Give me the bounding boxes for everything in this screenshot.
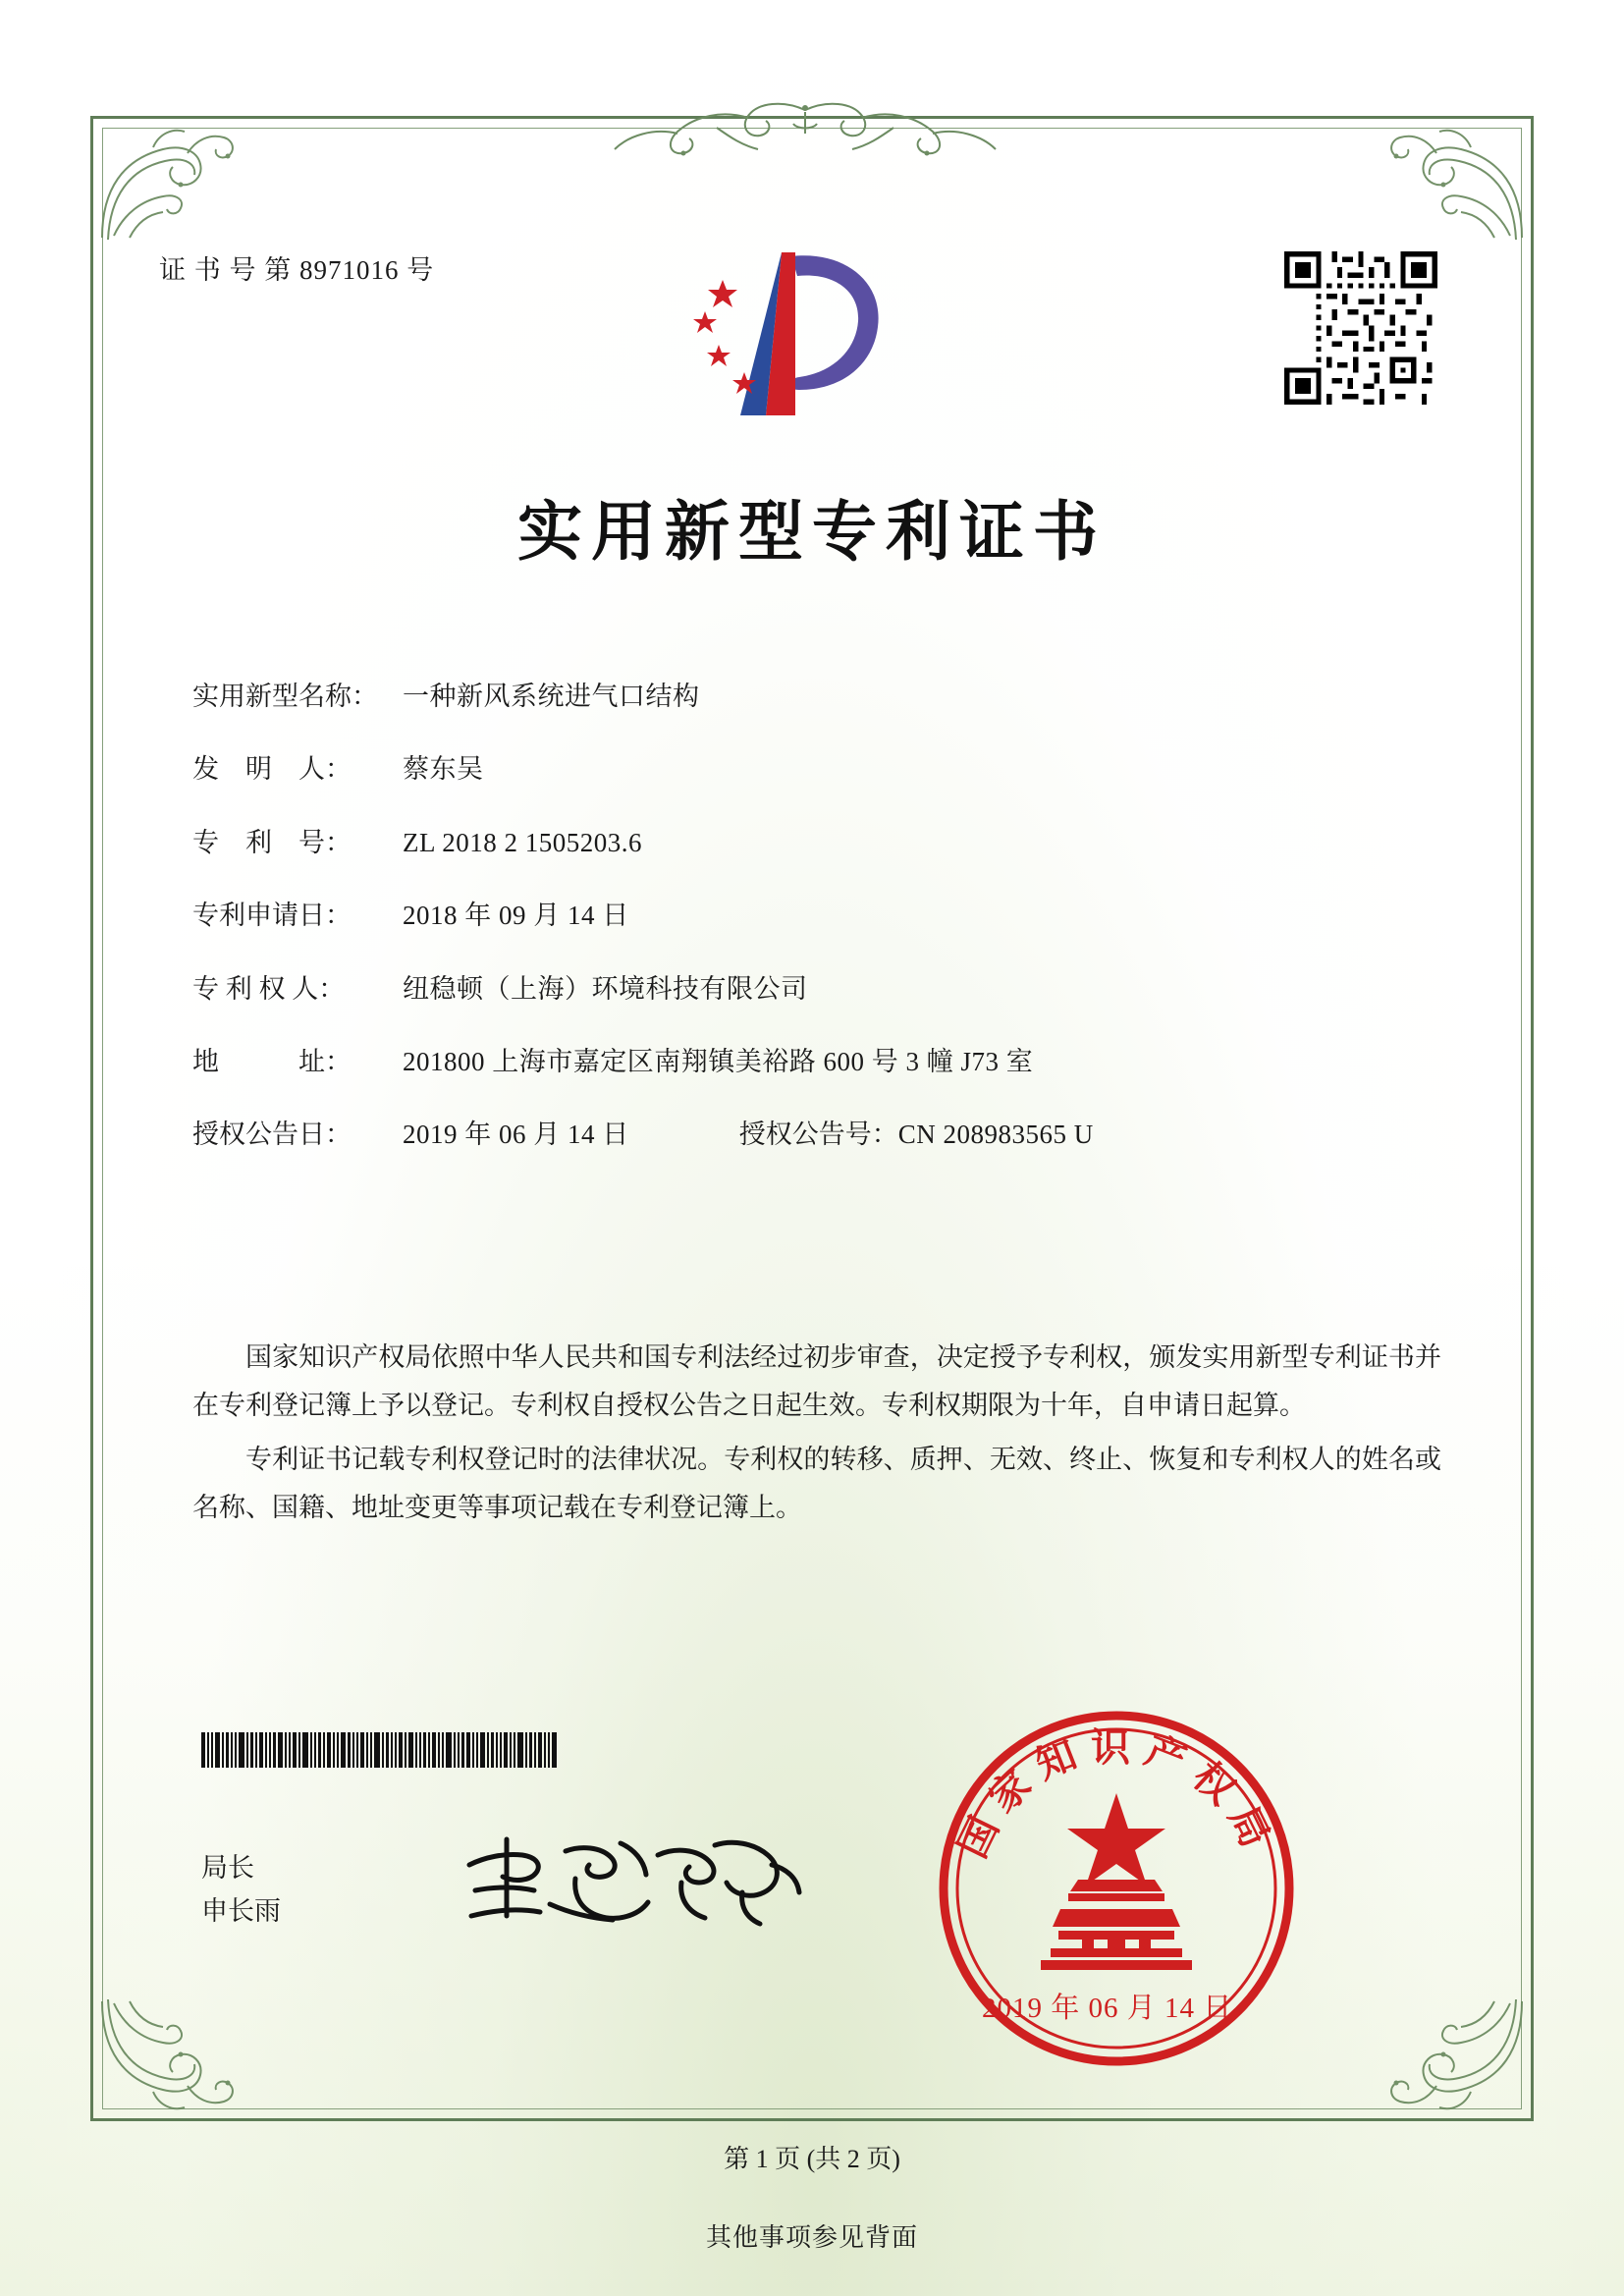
barcode-bar [391,1732,393,1768]
barcode-bar [491,1732,494,1768]
barcode-bar [337,1732,339,1768]
barcode-bar [487,1732,489,1768]
barcode-bar [446,1732,452,1768]
field-value-announcement-number: CN 208983565 U [897,1120,1094,1150]
barcode-bar [239,1732,244,1768]
barcode-bar [544,1732,546,1768]
top-flourish-icon [530,94,1080,169]
director-handwritten-signature-icon [452,1822,815,1940]
barcode-bar [327,1732,331,1768]
barcode-bar [226,1732,229,1768]
barcode-bar [461,1732,464,1768]
director-signature-block [201,1846,281,1933]
seal-date: 2019 年 06 月 14 日 [982,1993,1233,2024]
footer-note: 其他事项参见背面 [705,2223,918,2252]
barcode-bar [246,1732,248,1768]
cnipa-logo-icon [676,241,892,422]
field-utility-model-name [192,681,1439,712]
barcode-bar [419,1732,421,1768]
field-label: 专 利 号： [192,827,352,857]
qr-code [1284,251,1437,405]
barcode-bar [201,1732,205,1768]
field-value-grant-date: 2019 年 06 月 14 日 [403,1120,629,1150]
barcode-bar [538,1732,542,1768]
legal-text [192,1334,1441,1538]
barcode-bar [360,1732,364,1768]
barcode-bar [454,1732,456,1768]
barcode-bar [514,1732,515,1768]
barcode-bar [333,1732,335,1768]
barcode-bar [395,1732,397,1768]
field-label: 专利申请日： [192,901,352,931]
barcode-bar [552,1732,557,1768]
field-label: 地 址： [192,1046,352,1076]
barcode-bar [207,1732,209,1768]
barcode-bar [356,1732,358,1768]
field-value: 2018 年 09 月 14 日 [403,901,629,931]
barcode-bar [265,1732,267,1768]
barcode-bar [255,1732,257,1768]
barcode-bar [366,1732,368,1768]
barcode-bar [235,1732,237,1768]
field-value: ZL 2018 2 1505203.6 [403,827,642,857]
barcode [201,1732,618,1768]
barcode-bar [423,1732,426,1768]
barcode-bar [504,1732,508,1768]
barcode-bar [250,1732,253,1768]
field-label: 专 利 权 人： [192,973,346,1004]
field-grant-announcement [192,1119,1439,1150]
paragraph-2: 专利证书记载专利权登记时的法律状况。专利权的转移、质押、无效、终止、恢复和专利权人的姓名或名称、国籍、地址变更等事项记载在专利登记簿上。 [192,1445,1441,1522]
barcode-bar [285,1732,287,1768]
field-value: 一种新风系统进气口结构 [403,682,700,711]
barcode-bar [405,1732,406,1768]
barcode-bar [408,1732,413,1768]
barcode-bar [302,1732,308,1768]
barcode-bar [231,1732,233,1768]
barcode-bar [534,1732,536,1768]
barcode-bar [548,1732,550,1768]
barcode-bar [323,1732,325,1768]
barcode-bar [298,1732,300,1768]
barcode-bar [432,1732,436,1768]
barcode-bar [289,1732,291,1768]
barcode-bar [458,1732,460,1768]
barcode-bar [472,1732,474,1768]
barcode-bar [314,1732,316,1768]
barcode-bar [278,1732,283,1768]
barcode-bar [215,1732,220,1768]
certificate-number: 证 书 号 第 8971016 号 [159,255,435,285]
field-value: 纽稳顿（上海）环境科技有限公司 [403,973,808,1004]
barcode-bar [318,1732,321,1768]
barcode-bar [517,1732,523,1768]
barcode-bar [480,1732,485,1768]
field-list [192,681,1439,1190]
paragraph-1: 国家知识产权局依照中华人民共和国专利法经过初步审查，决定授予专利权，颁发实用新型专利证书并在专利登记簿上予以登记。专利权自授权公告之日起生效。专利权期限为十年，自申请日起算。 [192,1342,1441,1420]
seal-top-text: 国家知识产权局 [948,1724,1284,1866]
page-number: 第 1 页 (共 2 页) [724,2145,900,2173]
barcode-bar [496,1732,498,1768]
barcode-bar [352,1732,354,1768]
barcode-bar [476,1732,478,1768]
field-label-announcement-number: 授权公告号： [738,1120,898,1150]
barcode-bar [529,1732,532,1768]
field-address [192,1046,1439,1077]
field-patentee [192,973,1439,1005]
barcode-bar [273,1732,276,1768]
barcode-bar [269,1732,271,1768]
barcode-bar [222,1732,224,1768]
barcode-bar [259,1732,263,1768]
field-application-date [192,900,1439,931]
barcode-bar [370,1732,372,1768]
barcode-bar [442,1732,444,1768]
barcode-bar [386,1732,389,1768]
barcode-bar [510,1732,512,1768]
barcode-bar [438,1732,440,1768]
field-label: 发 明 人： [192,754,352,785]
page-title: 实用新型专利证书 [517,493,1107,570]
barcode-bar [293,1732,297,1768]
barcode-bar [525,1732,527,1768]
field-value: 蔡东吴 [403,754,484,785]
barcode-bar [466,1732,470,1768]
barcode-bar [382,1732,384,1768]
field-patent-number [192,827,1439,858]
barcode-bar [310,1732,312,1768]
barcode-bar [341,1732,346,1768]
field-label: 实用新型名称： [192,682,378,711]
barcode-bar [399,1732,403,1768]
director-title: 局长 [201,1853,254,1883]
barcode-bar [428,1732,430,1768]
barcode-bar [374,1732,380,1768]
field-label-grant-date: 授权公告日： [192,1120,352,1150]
barcode-bar [211,1732,213,1768]
field-value: 201800 上海市嘉定区南翔镇美裕路 600 号 3 幢 J73 室 [403,1046,1034,1076]
director-name: 申长雨 [201,1896,281,1926]
field-inventor [192,753,1439,785]
barcode-bar [348,1732,351,1768]
barcode-bar [500,1732,502,1768]
barcode-bar [415,1732,417,1768]
